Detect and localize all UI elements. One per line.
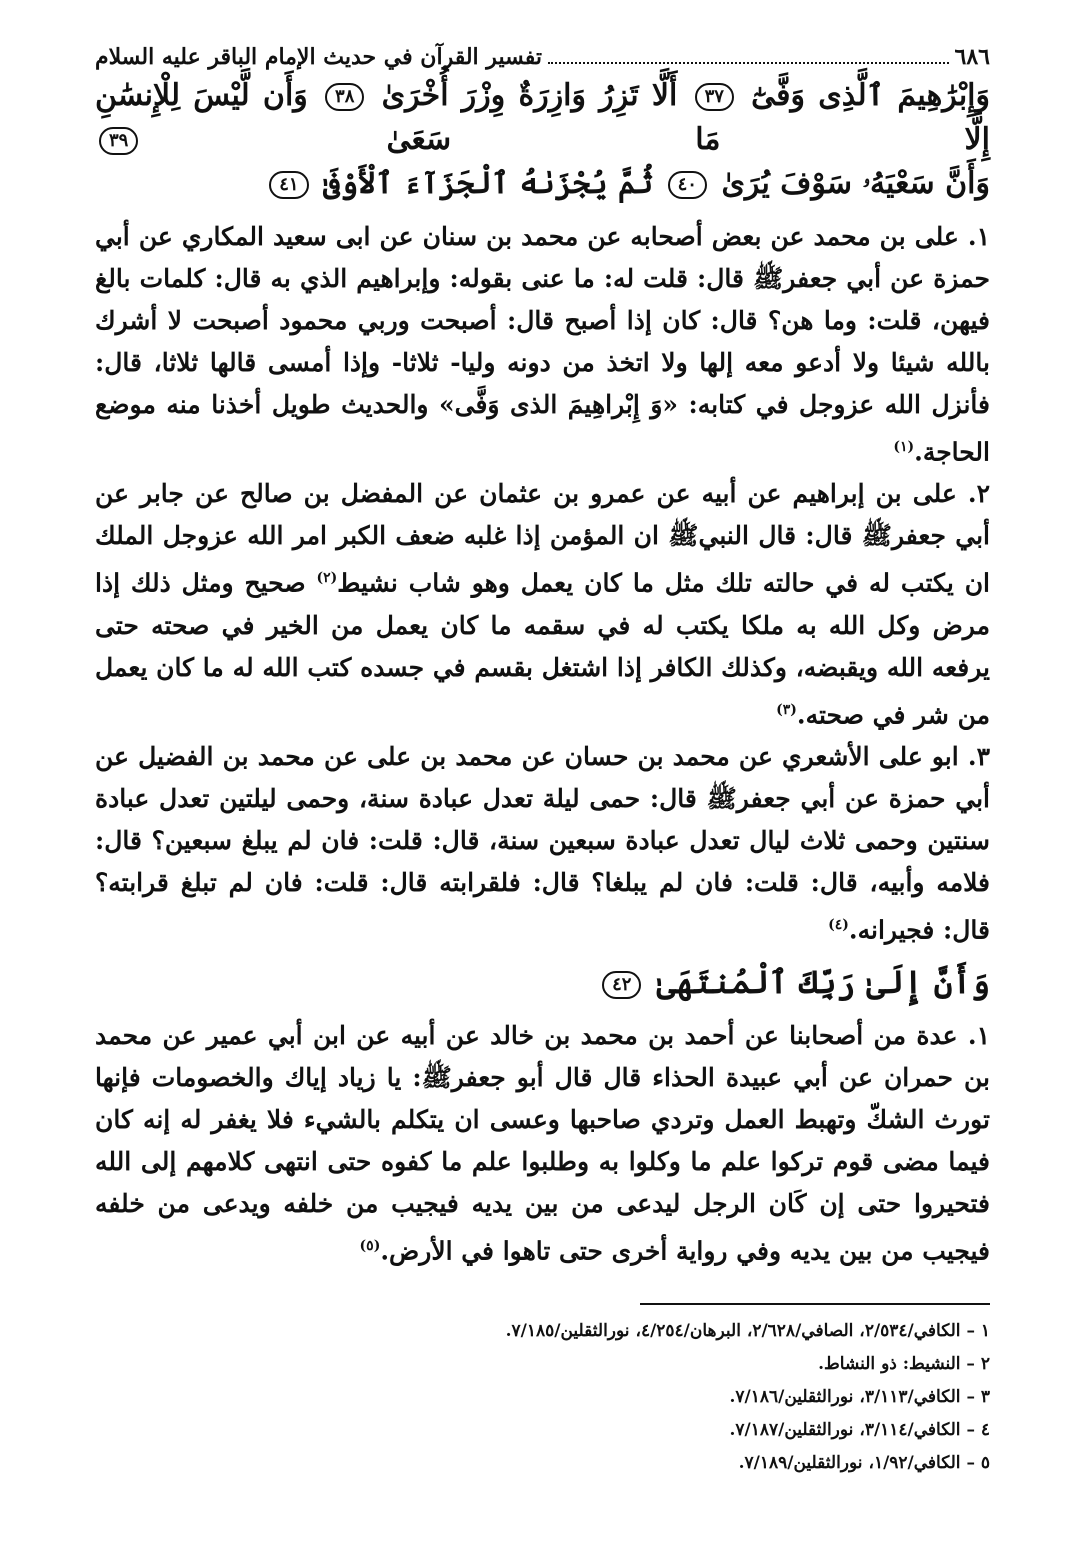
hadith-3: [95, 736, 990, 951]
hadith-2-1: [95, 1015, 990, 1272]
header-title: تفسير القرآن في حديث الإمام الباقر عليه السلام: [95, 44, 542, 70]
footnote-ref-1: (١): [893, 439, 915, 455]
footnote-1: ١ – الكافي/٢/٥٣٤، الصافي/٢/٦٢٨، البرهان/٤/٢٥٤، نورالثقلين/٧/١٨٥.: [505, 1321, 990, 1341]
footnote-ref-4: (٤): [828, 916, 849, 933]
footnote-ref-5: (٥): [359, 1238, 381, 1255]
verse-number-38: ٣٨: [325, 83, 364, 111]
verse-42-text: وَأَنَّ إِلَىٰ رَبِّكَ ٱلْمُنتَهَىٰ: [656, 963, 990, 1002]
footnote-ref-2: (٢): [316, 570, 338, 587]
page-number: ٦٨٦: [954, 44, 990, 70]
verse-42: [95, 957, 990, 1007]
verse-line-1: [95, 74, 990, 162]
footnote-4: ٤ – الكافي/٣/١١٤، نورالثقلين/٧/١٨٧.: [729, 1420, 990, 1440]
verse-38-text: أَلَّا تَزِرُ وَازِرَةٌ وِزْرَ أُخْرَىٰ: [381, 78, 678, 113]
hadith-1: [95, 216, 990, 473]
footnote-divider: [640, 1303, 990, 1305]
header-dots: [548, 62, 949, 64]
verse-39-text: وَأَن لَّيْسَ لِلْإِنسَٰنِ إِلَّا مَا سَعَىٰ: [95, 78, 990, 157]
verse-number-42: ٤٢: [602, 971, 641, 999]
footnote-5: ٥ – الكافي/١/٩٢، نورالثقلين/٧/١٨٩.: [738, 1453, 990, 1473]
footnote-2: ٢ – النشيط: ذو النشاط.: [818, 1354, 990, 1374]
hadith-3-text: ٣. ابو على الأشعري عن محمد بن حسان عن محمد بن على عن محمد بن الفضيل عن أبي حمزة عن أبي جعفرﷺ قال: حمى ليلة تعدل عبادة سنة، وحمى ليلتين تعدل عبادة سنتين وحمى ثلاث ليال تعدل عبادة سبعين سنة، قال: قلت: فان لم يبلغ سبعين؟ قال: فلامه وأبيه، قال: قلت: فان لم يبلغا؟ قال: فلقرابته قال: قلت: فان لم تبلغ قرابته؟ قال: فجيرانه.: [95, 741, 990, 945]
hadith-2-text-b: صحيح ومثل ذلك إذا مرض وكل الله به ملكا يكتب له في سقمه ما كان يعمل من الخير في صحته حتى يرفعه الله ويقبضه، وكذلك الكافر إذا اشتغل بقسم في جسده كتب الله له ما كان يعمل من شر في صحته.: [95, 568, 990, 729]
verse-number-40: ٤٠: [668, 171, 707, 199]
verse-number-37: ٣٧: [695, 83, 734, 111]
running-header: [95, 40, 990, 74]
hadith-2-text-a: ٢. على بن إبراهيم عن أبيه عن عمرو بن عثمان عن المفضل بن صالح عن جابر عن أبي جعفرﷺ قال: قال النبيﷺ ان المؤمن إذا غلبه ضعف الكبر امر الله عزوجل الملك ان يكتب له في حالته تلك مثل ما كان يعمل وهو شاب نشيط: [95, 479, 990, 598]
verse-line-2: [95, 162, 990, 206]
verse-37-text: وَإِبْرَٰهِيمَ ٱلَّذِى وَفَّىٰٓ: [751, 78, 990, 113]
hadith-1-text: ١. على بن محمد عن بعض أصحابه عن محمد بن سنان عن ابى سعيد المكاري عن أبي حمزة عن أبي جعفرﷺ قال: قلت له: ما عنى بقوله: وإبراهيم الذي به قال: كلمات بالغ فيهن، قلت: وما هن؟ قال: كان إذا أصبح قال: أصبحت وربي محمود أصبحت لا أشرك بالله شيئا ولا أدعو معه إلها ولا اتخذ من دونه وليا- ثلاثا- وإذا أمسى قالها ثلاثا، قال: فأنزل الله عزوجل في كتابه: «وَ إِبْراهِيمَ الذى وَفَّى» والحديث طويل أخذنا منه موضع الحاجة.: [95, 222, 990, 467]
footnote-ref-3: (٣): [776, 701, 797, 718]
hadith-2: [95, 473, 990, 736]
verse-number-41: ٤١: [269, 171, 308, 199]
hadith-2-1-text: ١. عدة من أصحابنا عن أحمد بن محمد بن خالد عن أبيه عن ابن أبي عمير عن محمد بن حمران عن أبي عبيدة الحذاء قال قال أبو جعفرﷺ: يا زياد إياك والخصومات فإنها تورث الشكّ وتهبط العمل وتردي صاحبها وعسى ان يتكلم بالشيء فلا يغفر له إنه كان فيما مضى قوم تركوا علم ما وكلوا به وطلبوا علم ما كفوه حتى انتهى كلامهم إلى الله فتحيروا حتى إن كَان الرجل ليدعى من بين يديه فيجيب من خلفه ويدعى من خلفه فيجيب من بين يديه وفي رواية أخرى حتى تاهوا في الأرض.: [95, 1021, 990, 1266]
footnote-3: ٣ – الكافي/٣/١١٣، نورالثقلين/٧/١٨٦.: [729, 1387, 990, 1407]
page-body: [95, 40, 990, 1273]
verse-40-text: وَأَنَّ سَعْيَهُۥ سَوْفَ يُرَىٰ: [721, 166, 990, 201]
verse-41-text: ثُمَّ يُجْزَىٰهُ ٱلْجَزَآءَ ٱلْأَوْفَىٰ: [323, 166, 654, 201]
verse-number-39: ٣٩: [99, 127, 138, 155]
